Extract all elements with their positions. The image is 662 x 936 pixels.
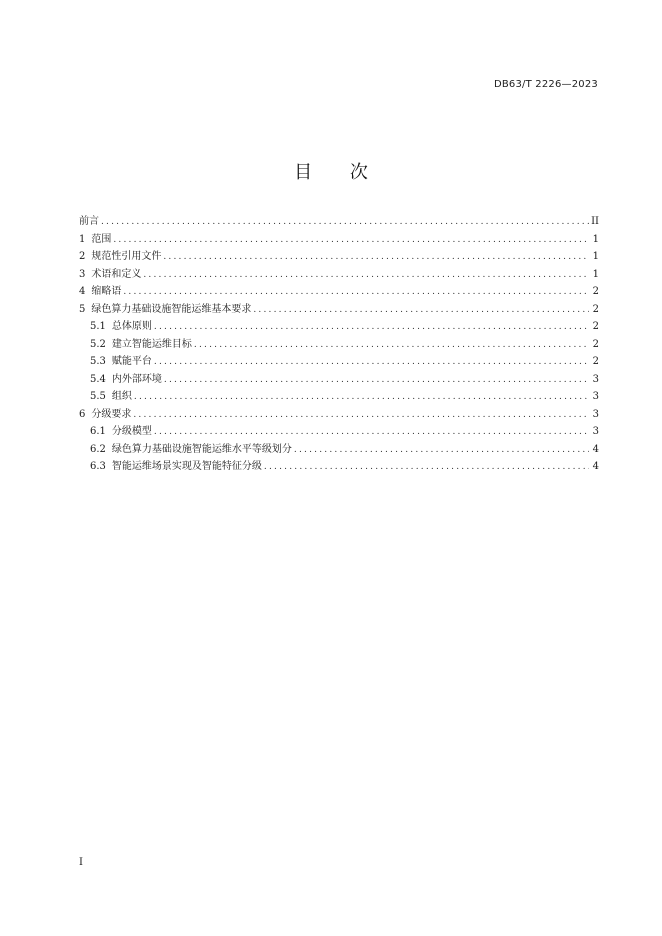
toc-entry-page: 3: [592, 391, 599, 402]
toc-entry-number: 5.5: [90, 391, 106, 402]
toc-leader-dots: [154, 319, 589, 337]
toc-entry[interactable]: [79, 301, 599, 319]
toc-entry-page: 1: [592, 251, 599, 262]
toc-entry-number: 5: [79, 303, 86, 315]
toc-entry-title: 范围: [91, 233, 112, 245]
toc-entry[interactable]: [79, 423, 599, 441]
toc-entry-page: 2: [592, 286, 599, 297]
toc-entry-page: 3: [592, 408, 599, 420]
toc-leader-dots: [133, 407, 589, 425]
toc-leader-dots: [264, 459, 589, 477]
toc-leader-dots: [101, 214, 589, 232]
toc-entry-number: 5.4: [90, 373, 106, 385]
toc-entry-title: 智能运维场景实现及智能特征分级: [111, 461, 262, 472]
toc-leader-dots: [134, 389, 589, 407]
toc-entry-number: 6.3: [90, 461, 106, 472]
toc-entry[interactable]: [79, 318, 599, 336]
toc-entry-title: 缩略语: [91, 286, 122, 297]
toc-entry-title: 组织: [111, 391, 132, 402]
toc-leader-dots: [164, 372, 589, 390]
toc-entry[interactable]: [79, 266, 599, 284]
toc-entry-number: 4: [79, 286, 86, 297]
toc-entry-title: 建立智能运维目标: [111, 338, 192, 350]
toc-entry[interactable]: [79, 388, 599, 406]
toc-entry-page: 1: [592, 233, 599, 245]
toc-entry-number: 1: [79, 233, 86, 245]
toc-entry[interactable]: [79, 231, 599, 249]
toc-entry[interactable]: [79, 406, 599, 424]
toc-entry-title: 绿色算力基础设施智能运维基本要求: [91, 303, 252, 315]
toc-leader-dots: [253, 302, 589, 320]
toc-entry-page: 3: [592, 373, 599, 385]
page-number: I: [79, 857, 83, 868]
toc-entry-title: 规范性引用文件: [91, 251, 162, 262]
toc-entry-page: II: [591, 216, 599, 227]
toc-entry-number: 6: [79, 408, 86, 420]
toc-entry-number: 5.3: [90, 356, 106, 367]
toc-entry-page: 4: [592, 443, 599, 455]
toc-leader-dots: [194, 337, 589, 355]
toc-entry-title: 总体原则: [111, 321, 152, 332]
toc-entry-title: 赋能平台: [111, 356, 152, 367]
toc-entry-page: 1: [592, 268, 599, 280]
toc-entry-page: 2: [592, 303, 599, 315]
toc-leader-dots: [123, 284, 589, 302]
toc-entry-page: 3: [592, 426, 599, 437]
toc-leader-dots: [154, 354, 589, 372]
toc-leader-dots: [113, 232, 589, 250]
toc-entry-number: 3: [79, 268, 86, 280]
document-code: DB63/T 2226—2023: [493, 79, 598, 90]
toc-entry-number: 2: [79, 251, 86, 262]
toc-entry-title: 分级要求: [91, 408, 132, 420]
toc-entry-title: 内外部环境: [111, 373, 162, 385]
toc-leader-dots: [294, 442, 589, 460]
toc-entry-title: 分级模型: [111, 426, 152, 437]
toc-entry-page: 2: [592, 321, 599, 332]
toc-entry-page: 2: [592, 338, 599, 350]
toc-leader-dots: [154, 424, 589, 442]
toc-entry-page: 4: [592, 461, 599, 472]
toc-entry-title: 绿色算力基础设施智能运维水平等级划分: [111, 443, 292, 455]
table-of-contents: [79, 213, 599, 476]
toc-entry-number: 6.2: [90, 443, 106, 455]
toc-entry-number: 5.1: [90, 321, 106, 332]
toc-entry[interactable]: [79, 283, 599, 301]
toc-entry[interactable]: [79, 458, 599, 476]
toc-entry[interactable]: [79, 353, 599, 371]
toc-entry[interactable]: [79, 248, 599, 266]
page-title: 目 次: [294, 162, 384, 183]
toc-entry-title: 前言: [79, 216, 99, 227]
toc-entry[interactable]: [79, 336, 599, 354]
toc-entry[interactable]: [79, 441, 599, 459]
toc-entry-number: 5.2: [90, 338, 106, 350]
toc-entry-number: 6.1: [90, 426, 106, 437]
toc-entry-page: 2: [592, 356, 599, 367]
toc-leader-dots: [163, 249, 589, 267]
toc-entry[interactable]: [79, 213, 599, 231]
toc-entry-title: 术语和定义: [91, 268, 142, 280]
toc-leader-dots: [143, 267, 589, 285]
toc-entry[interactable]: [79, 371, 599, 389]
